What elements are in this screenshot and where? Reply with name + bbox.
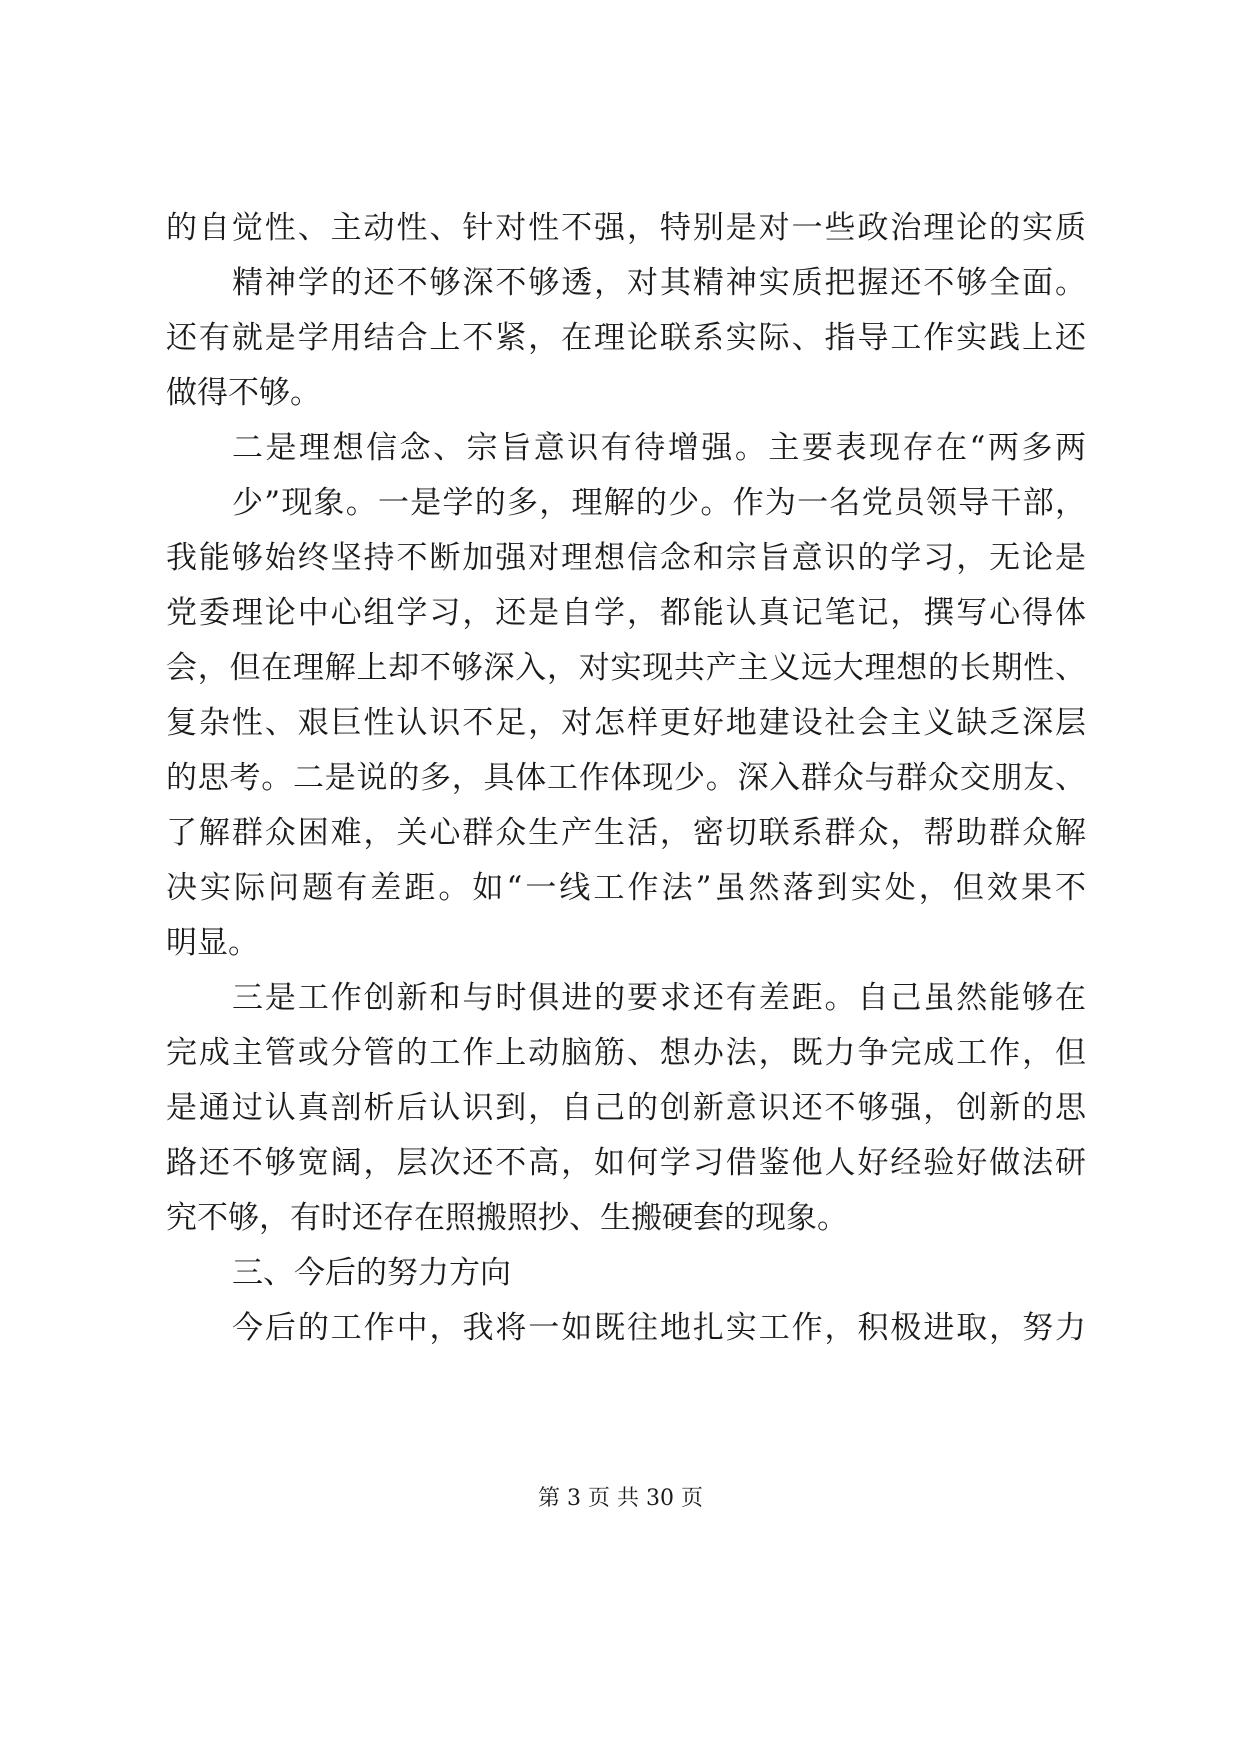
text-line: 的自觉性、主动性、针对性不强，特别是对一些政治理论的实质 bbox=[166, 210, 1086, 246]
text-line: 二是理想信念、宗旨意识有待增强。主要表现存在“两多两 bbox=[232, 430, 1086, 466]
text-line: 今后的工作中，我将一如既往地扎实工作，积极进取，努力 bbox=[232, 1310, 1086, 1346]
text-line: 三是工作创新和与时俱进的要求还有差距。自己虽然能够在 bbox=[232, 980, 1086, 1016]
text-line: 少”现象。一是学的多，理解的少。作为一名党员领导干部， bbox=[232, 485, 1086, 521]
text-line: 明显。 bbox=[166, 925, 259, 961]
page-number-footer: 第 3 页 共 30 页 bbox=[538, 1486, 703, 1511]
text-line: 还有就是学用结合上不紧，在理论联系实际、指导工作实践上还 bbox=[166, 320, 1086, 356]
text-line: 做得不够。 bbox=[166, 375, 321, 411]
text-line: 的思考。二是说的多，具体工作体现少。深入群众与群众交朋友、 bbox=[166, 760, 1086, 796]
text-line: 会，但在理解上却不够深入，对实现共产主义远大理想的长期性、 bbox=[166, 650, 1086, 686]
text-line: 完成主管或分管的工作上动脑筋、想办法，既力争完成工作，但 bbox=[166, 1035, 1086, 1071]
text-line: 党委理论中心组学习，还是自学，都能认真记笔记，撰写心得体 bbox=[166, 595, 1086, 631]
text-line: 决实际问题有差距。如“一线工作法”虽然落到实处，但效果不 bbox=[166, 870, 1086, 906]
text-line: 路还不够宽阔，层次还不高，如何学习借鉴他人好经验好做法研 bbox=[166, 1145, 1086, 1181]
text-line: 精神学的还不够深不够透，对其精神实质把握还不够全面。 bbox=[232, 265, 1086, 301]
section-heading: 三、今后的努力方向 bbox=[232, 1255, 511, 1291]
text-line: 了解群众困难，关心群众生产生活，密切联系群众，帮助群众解 bbox=[166, 815, 1086, 851]
text-line: 是通过认真剖析后认识到，自己的创新意识还不够强，创新的思 bbox=[166, 1090, 1086, 1126]
text-line: 究不够，有时还存在照搬照抄、生搬硬套的现象。 bbox=[166, 1200, 848, 1236]
text-line: 我能够始终坚持不断加强对理想信念和宗旨意识的学习，无论是 bbox=[166, 540, 1086, 576]
text-line: 复杂性、艰巨性认识不足，对怎样更好地建设社会主义缺乏深层 bbox=[166, 705, 1086, 741]
